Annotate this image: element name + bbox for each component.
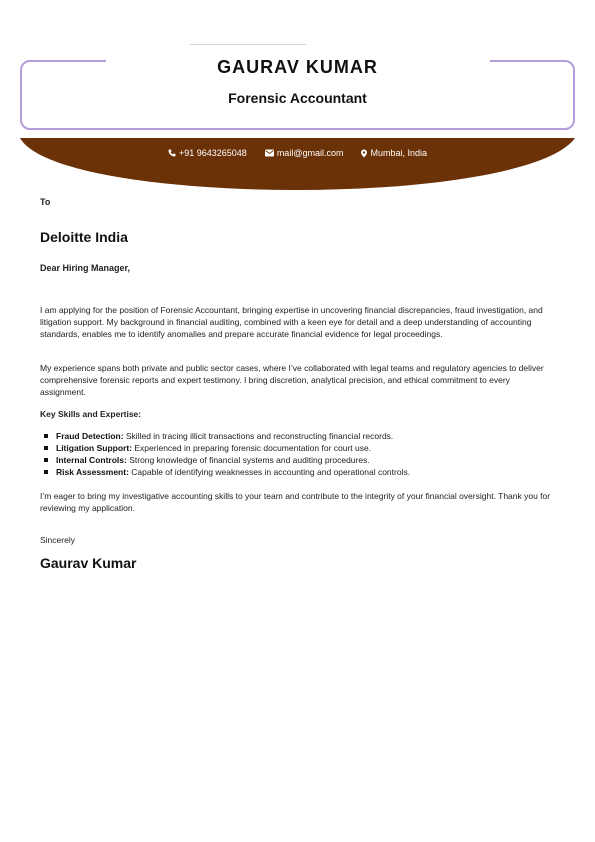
- square-bullet-icon: [44, 470, 48, 474]
- square-bullet-icon: [44, 446, 48, 450]
- closing-paragraph: I’m eager to bring my investigative accounting skills to your team and contribute to the integrity of your financial oversight. Thank you for reviewing my application.: [40, 491, 551, 513]
- closing-salutation: Sincerely: [40, 535, 75, 545]
- skill-text: Experienced in preparing forensic documentation for court use.: [132, 443, 372, 453]
- contact-phone[interactable]: [168, 148, 247, 158]
- square-bullet-icon: [44, 458, 48, 462]
- top-divider: [190, 44, 306, 45]
- skill-text: Strong knowledge of financial systems and auditing procedures.: [126, 455, 370, 465]
- experience-paragraph: My experience spans both private and public sector cases, where I’ve collaborated with legal teams and regulatory agencies to deliver comprehensive forensic reports and expert testimony. I bring discretion, analytical precision, and ethical commitment to every assignment.: [40, 363, 544, 397]
- skill-item: [40, 454, 556, 466]
- contact-location-text: Mumbai, India: [370, 148, 427, 158]
- intro-paragraph: I am applying for the position of Forensic Accountant, bringing expertise in uncovering financial discrepancies, fraud investigation, and litigation support. My background in financial auditing, combined with a keen eye for detail and a deep understanding of accounting standards, enables me to identify anomalies and prepare accurate financial evidence for legal proceedings.: [40, 305, 543, 339]
- envelope-icon: [265, 149, 274, 157]
- skill-text: Skilled in tracing illicit transactions and reconstructing financial records.: [123, 431, 394, 441]
- contact-email[interactable]: [265, 148, 344, 158]
- skill-text: Capable of identifying weaknesses in accounting and operational controls.: [128, 467, 411, 477]
- phone-icon: [168, 149, 176, 157]
- skill-item: [40, 466, 556, 478]
- contact-banner: [20, 138, 575, 190]
- company-name: Deloitte India: [40, 229, 128, 245]
- applicant-name: GAURAV KUMAR: [217, 57, 378, 77]
- skill-label: Internal Controls:: [56, 455, 127, 465]
- signature-name: Gaurav Kumar: [40, 555, 137, 571]
- job-title: Forensic Accountant: [228, 90, 367, 106]
- contact-email-text: mail@gmail.com: [276, 148, 344, 158]
- greeting: Dear Hiring Manager,: [40, 263, 131, 273]
- contact-location[interactable]: [361, 148, 427, 158]
- contact-bar: [0, 148, 595, 158]
- skills-list: [40, 430, 556, 478]
- banner-shape: [20, 138, 575, 190]
- recipient-label: To: [40, 197, 51, 207]
- skill-label: Fraud Detection:: [56, 431, 124, 441]
- contact-phone-text: +91 9643265048: [178, 148, 247, 158]
- skill-item: [40, 430, 556, 442]
- skill-label: Risk Assessment:: [56, 467, 129, 477]
- map-marker-icon: [361, 149, 367, 158]
- square-bullet-icon: [44, 434, 48, 438]
- skill-label: Litigation Support:: [56, 443, 133, 453]
- skills-heading: Key Skills and Expertise:: [40, 409, 142, 419]
- skill-item: [40, 442, 556, 454]
